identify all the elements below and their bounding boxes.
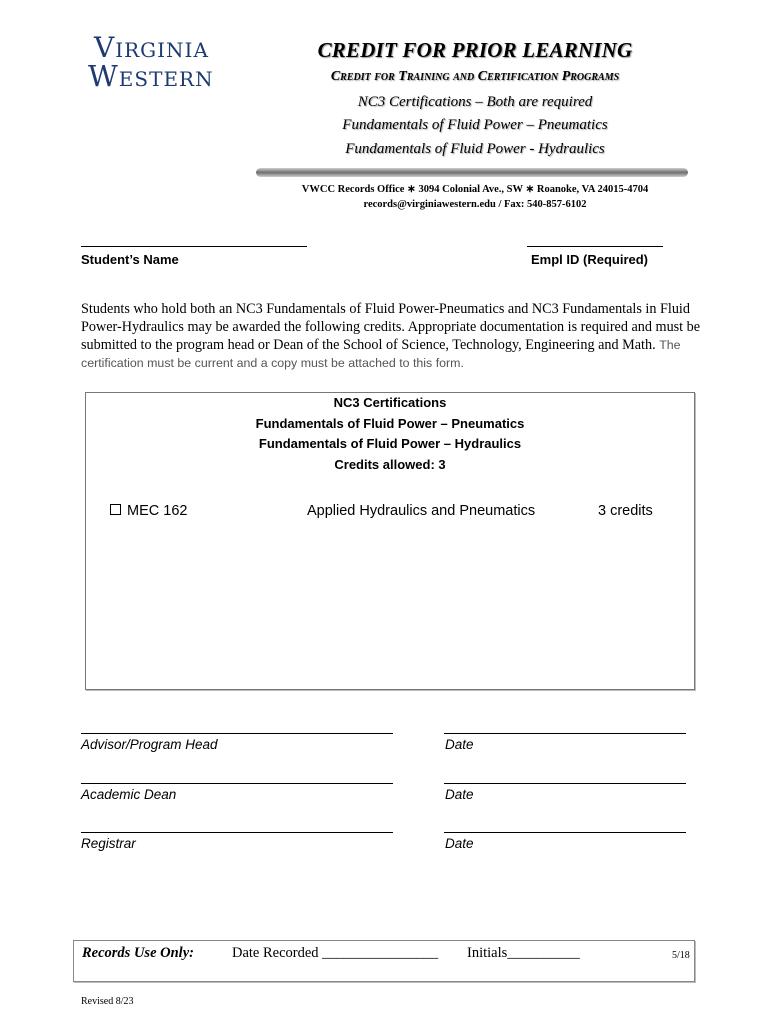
dean-label: Academic Dean (81, 787, 177, 802)
certification-box (85, 392, 695, 690)
contact-line: records@virginiawestern.edu / Fax: 540-857-6102 (363, 199, 587, 210)
advisor-date-line[interactable] (444, 733, 686, 734)
revised-date: Revised 8/23 (81, 996, 134, 1007)
student-name-line[interactable] (81, 246, 307, 247)
registrar-date-line[interactable] (444, 832, 686, 833)
course-code[interactable] (110, 503, 187, 519)
cert-line-2: Fundamentals of Fluid Power – Pneumatics (342, 117, 608, 133)
course-checkbox[interactable] (110, 504, 121, 515)
dean-date-label: Date (445, 787, 474, 802)
course-code-text: MEC 162 (127, 503, 188, 519)
records-use-box (73, 940, 695, 982)
advisor-date-label: Date (445, 737, 474, 752)
course-title: Applied Hydraulics and Pneumatics (307, 503, 536, 519)
registrar-label: Registrar (81, 836, 136, 851)
advisor-signature-line[interactable] (81, 733, 393, 734)
box-heading-line: Credits allowed: 3 (334, 456, 446, 472)
header-divider (256, 168, 688, 177)
empl-id-line[interactable] (527, 246, 663, 247)
dean-date-line[interactable] (444, 783, 686, 784)
office-line: VWCC Records Office ∗ 3094 Colonial Ave., SW ∗ Roanoke, VA 24015-4704 (301, 184, 649, 195)
form-version: 5/18 (672, 950, 690, 961)
cert-line-1: NC3 Certifications – Both are required (357, 94, 593, 110)
dean-signature-line[interactable] (81, 783, 393, 784)
advisor-label: Advisor/Program Head (81, 737, 218, 752)
empl-id-label: Empl ID (Required) (531, 252, 649, 267)
course-credits: 3 credits (598, 503, 653, 519)
logo-line-2: Western (88, 59, 214, 93)
box-heading (86, 393, 694, 475)
intro-note: The certification must be current and a copy must be attached to this form. (81, 338, 681, 370)
page-title: CREDIT FOR PRIOR LEARNING (317, 38, 633, 62)
date-recorded-field[interactable]: Date Recorded ________________ (232, 945, 439, 961)
office-address (255, 182, 695, 212)
registrar-date-label: Date (445, 836, 474, 851)
box-heading-line: Fundamentals of Fluid Power – Hydraulics (258, 436, 522, 451)
student-name-label: Student’s Name (81, 252, 179, 267)
initials-field[interactable]: Initials__________ (467, 945, 580, 961)
box-heading-line: Fundamentals of Fluid Power – Pneumatics (255, 415, 525, 431)
intro-text: Students who hold both an NC3 Fundamentals of Fluid Power-Pneumatics and NC3 Fundamentals in Fluid Power-Hydraulics may be awarded the following credits. Appropriate documentation is required and must be submitted to the program head or Dean of the School of Science, Technology, Engineering and Math. (81, 301, 701, 353)
page-subtitle: Credit for Training and Certification Programs (330, 69, 620, 84)
records-label: Records Use Only: (82, 945, 194, 961)
box-heading-line: NC3 Certifications (333, 395, 447, 410)
registrar-signature-line[interactable] (81, 832, 393, 833)
logo-line-1: Virginia (94, 31, 209, 64)
intro-paragraph (81, 300, 701, 372)
cert-line-3: Fundamentals of Fluid Power - Hydraulics (345, 141, 605, 157)
